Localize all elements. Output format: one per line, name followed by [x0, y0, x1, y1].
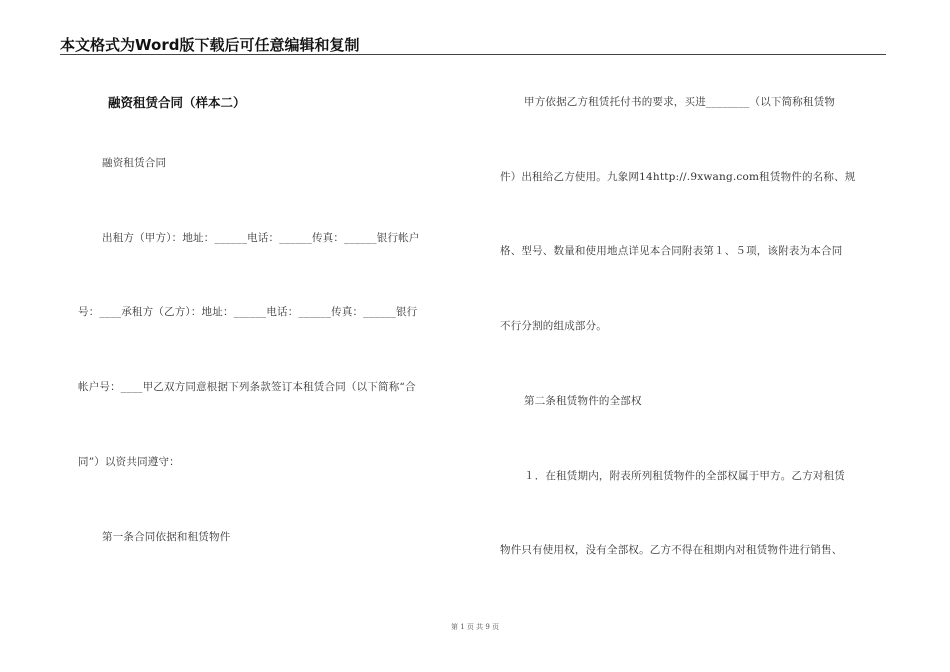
paragraph-line: 格、型号、数量和使用地点详见本合同附表第１、５项，该附表为本合同: [500, 245, 843, 257]
page-header-title: 本文格式为Word版下载后可任意编辑和复制: [60, 36, 360, 54]
paragraph-line: 融资租赁合同: [102, 157, 167, 169]
document-title: 融资租赁合同（样本二）: [108, 95, 246, 110]
paragraph-line: 甲方依据乙方租赁托付书的要求，买进________（以下简称租赁物: [524, 96, 836, 108]
left-text-column: [78, 0, 462, 672]
right-text-column: [500, 0, 886, 672]
paragraph-line: 同”）以资共同遵守：: [78, 456, 180, 468]
page-footer: 第 1 页 共 9 页: [450, 623, 500, 631]
paragraph-line: 物件只有使用权，没有全部权。乙方不得在租期内对租赁物件进行销售、: [500, 544, 843, 556]
paragraph-line: １．在租赁期内，附表所列租赁物件的全部权属于甲方。乙方对租赁: [524, 470, 845, 482]
section-heading: 第二条租赁物件的全部权: [524, 395, 642, 407]
paragraph-line: 件）出租给乙方使用。九象网14http://.9xwang.com租赁物件的名称、规: [500, 171, 856, 183]
paragraph-line: 出租方（甲方）：地址：______电话：______传真：______银行帐户: [102, 232, 420, 244]
paragraph-line: 帐户号：____甲乙双方同意根据下列条款签订本租赁合同（以下简称“合: [78, 381, 416, 393]
section-heading: 第一条合同依据和租赁物件: [102, 531, 231, 543]
paragraph-line: 号：____承租方（乙方）：地址：______电话：______传真：______银行: [78, 306, 418, 318]
paragraph-line: 不行分割的组成部分。: [500, 320, 607, 332]
